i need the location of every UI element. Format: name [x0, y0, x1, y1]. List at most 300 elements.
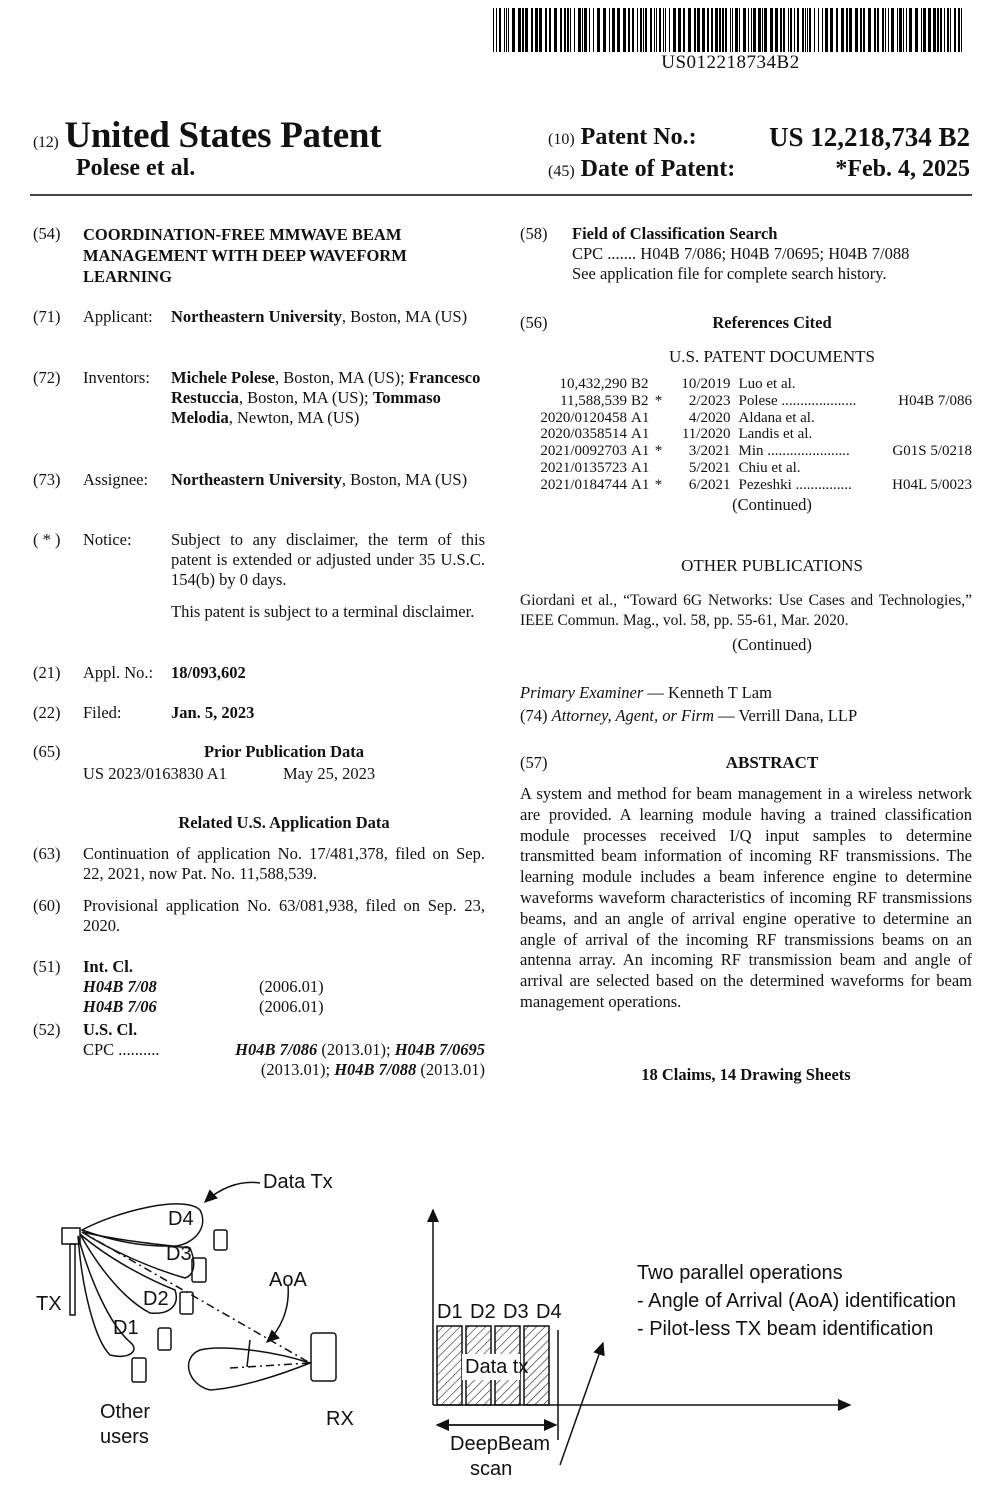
barcode-bar	[673, 8, 676, 52]
barcode-bar	[725, 8, 727, 52]
patent-no-label: Patent No.:	[580, 124, 697, 150]
refs-heading: References Cited	[712, 313, 832, 332]
representative-figure	[0, 1150, 1000, 1500]
ref-date: 10/2019	[681, 376, 731, 392]
barcode-bar	[711, 8, 713, 52]
barcode-bar	[882, 8, 884, 52]
barcode-bar	[694, 8, 696, 52]
barcode-bar	[640, 8, 642, 52]
aoa-line	[82, 1232, 310, 1363]
barcode-bar	[841, 8, 844, 52]
barcode-bar	[928, 8, 931, 52]
refs-section	[520, 313, 972, 515]
code-74: (74)	[520, 706, 548, 725]
reference-row	[524, 460, 972, 477]
ref-class	[878, 410, 972, 427]
barcode-bar	[874, 8, 876, 52]
barcode-bar	[950, 8, 951, 52]
deepbeam-label-1: DeepBeam	[450, 1433, 551, 1455]
attorney-name: — Verrill Dana, LLP	[714, 706, 858, 725]
barcode-bar	[788, 8, 789, 52]
ref-class: H04B 7/086	[898, 392, 972, 409]
barcode-bar	[554, 8, 557, 52]
ref-star: *	[654, 443, 663, 460]
reference-row	[524, 393, 972, 410]
patent-date: *Feb. 4, 2025	[835, 156, 970, 182]
code-54: (54)	[33, 224, 61, 243]
barcode-bar	[846, 8, 848, 52]
barcode-bar	[650, 8, 652, 52]
notice-text: Subject to any disclaimer, the term of this patent is extended or adjusted under 35 U.S.C. 154(b) by 0 days.	[171, 530, 485, 589]
barcode-bar	[493, 8, 494, 52]
code-63: (63)	[33, 844, 61, 863]
barcode-bar	[643, 8, 644, 52]
tx-mast	[70, 1244, 75, 1315]
barcode-bar	[584, 8, 587, 52]
barcode-bar	[836, 8, 838, 52]
attorney-label: Attorney, Agent, or Firm	[551, 706, 715, 725]
prior-pub-number: US 2023/0163830 A1	[83, 764, 227, 783]
terminal-disclaimer: This patent is subject to a terminal disclaimer.	[171, 602, 475, 621]
barcode-bar	[663, 8, 664, 52]
barcode-bar	[589, 8, 590, 52]
barcode-bar	[822, 8, 823, 52]
ref-date: 4/2020	[688, 409, 731, 426]
barcode-bar	[802, 8, 804, 52]
notice-section	[33, 530, 485, 640]
ref-kind: A1	[631, 409, 650, 426]
right-column	[520, 224, 972, 1124]
int-cl-heading: Int. Cl.	[83, 957, 133, 976]
aoa-label: AoA	[269, 1269, 307, 1291]
other-users-label-2: users	[100, 1426, 149, 1448]
examiner-line	[520, 683, 972, 703]
barcode-bar	[628, 8, 630, 52]
inventor-location: , Boston, MA (US);	[275, 368, 409, 387]
ref-name: Min ......................	[738, 443, 850, 460]
aoa-arrow	[267, 1285, 288, 1342]
barcode-bar	[809, 8, 811, 52]
barcode-bar	[906, 8, 907, 52]
angle-arc	[247, 1340, 250, 1367]
barcode-bar	[891, 8, 894, 52]
barcode-bar	[593, 8, 594, 52]
barcode-bar	[656, 8, 657, 52]
filed-label: Filed:	[83, 703, 122, 722]
notice-label: Notice:	[83, 530, 132, 549]
ref-date: 2/2023	[688, 392, 731, 409]
barcode-bar	[915, 8, 918, 52]
barcode-bar	[775, 8, 778, 52]
barcode-bar	[770, 8, 773, 52]
barcode-bar	[764, 8, 767, 52]
other-pubs-section	[520, 556, 972, 655]
inventor-short: Polese et al.	[76, 155, 196, 181]
barcode-bar	[807, 8, 808, 52]
barcode-bar	[632, 8, 634, 52]
barcode-bar	[947, 8, 949, 52]
filed-value: Jan. 5, 2023	[171, 703, 255, 722]
barcode-bar	[868, 8, 871, 52]
barcode-bar	[830, 8, 833, 52]
barcode-bar	[732, 8, 733, 52]
abstract-text: A system and method for beam management in a wireless network are provided. A learning module having a trained classification module processes received I/Q input samples to determine transmitted beam information of incoming RF transmissions. The learning module includes a beam inference engine to determine waveforms waveform characteristics of incoming RF transmissions beams, and an angle of arrival engine operative to determine an angle of arrival of the incoming RF transmissions beams on an antenna array. An incoming RF transmission beam and angle of arrival are selected based on the determined waveforms for beam management operations.	[520, 784, 972, 1011]
barcode-bar	[780, 8, 782, 52]
barcode-bar	[730, 8, 731, 52]
assignee-name: Northeastern University	[171, 470, 342, 489]
code-65: (65)	[33, 742, 61, 761]
abstract-section	[520, 753, 972, 1013]
barcode-bar	[564, 8, 566, 52]
barcode-bar	[805, 8, 806, 52]
barcode-bar	[506, 8, 507, 52]
barcode-bar	[735, 8, 738, 52]
ref-name: Chiu et al.	[738, 459, 801, 476]
barcode-bar	[933, 8, 936, 52]
code-51: (51)	[33, 957, 61, 976]
field-search-heading: Field of Classification Search	[572, 224, 778, 243]
barcode-bar	[609, 8, 610, 52]
barcode-bar	[702, 8, 705, 52]
barcode-bar	[954, 8, 956, 52]
inventor-name: Francesco Restuccia	[171, 368, 481, 407]
refs-continued: (Continued)	[732, 494, 812, 514]
int-cl-section	[33, 957, 485, 1017]
barcode-bar	[697, 8, 700, 52]
code-52: (52)	[33, 1020, 61, 1039]
barcode-bar	[504, 8, 505, 52]
barcode-bar	[688, 8, 691, 52]
slot-label-d1: D1	[437, 1301, 463, 1323]
barcode-bar	[923, 8, 926, 52]
ref-kind: A1	[631, 459, 650, 476]
barcode-bar	[885, 8, 886, 52]
rx-device-icon	[311, 1333, 336, 1381]
code-73: (73)	[33, 470, 61, 489]
int-cl-class: H04B 7/06	[83, 997, 157, 1016]
user-device-icon	[158, 1328, 171, 1350]
ref-star: *	[654, 476, 663, 493]
barcode-bar	[617, 8, 620, 52]
barcode-bar	[903, 8, 904, 52]
barcode-bar	[797, 8, 799, 52]
patent-number-row	[548, 124, 970, 151]
ref-number: 11,588,539	[560, 392, 628, 409]
ref-star	[653, 410, 671, 427]
barcode-bar	[560, 8, 562, 52]
barcode-bar	[753, 8, 756, 52]
continuation-text: Continuation of application No. 17/481,378, filed on Sep. 22, 2021, now Pat. No. 11,588,539.	[83, 844, 485, 883]
beam-label-d3: D3	[166, 1243, 192, 1265]
barcode-bar	[539, 8, 542, 52]
ref-number: 2020/0120458	[540, 409, 628, 426]
code-71: (71)	[33, 307, 61, 326]
ref-date: 5/2021	[688, 459, 731, 476]
barcode-bar	[897, 8, 898, 52]
beam-label-d1: D1	[113, 1317, 139, 1339]
barcode-bar	[888, 8, 889, 52]
appl-no-value: 18/093,602	[171, 663, 246, 682]
barcode-bar	[715, 8, 718, 52]
ops-item-aoa: - Angle of Arrival (AoA) identification	[637, 1290, 957, 1312]
reference-row	[524, 376, 972, 393]
ref-date: 6/2021	[688, 476, 731, 493]
us-cl-section	[33, 1020, 485, 1080]
patent-date-row	[548, 156, 970, 183]
ref-kind: B2	[631, 376, 649, 392]
ref-kind: B2	[631, 392, 649, 409]
barcode-bar	[578, 8, 581, 52]
ref-date: 11/2020	[681, 426, 731, 443]
code-60: (60)	[33, 896, 61, 915]
barcode-bar	[937, 8, 939, 52]
us-cl-heading: U.S. Cl.	[83, 1020, 138, 1039]
barcode-bar	[570, 8, 571, 52]
inventor-location: , Newton, MA (US)	[228, 408, 360, 427]
code-notice: ( * )	[33, 530, 61, 549]
beam-label-d4: D4	[168, 1208, 194, 1230]
inventors-label: Inventors:	[83, 368, 150, 387]
other-users-label-1: Other	[100, 1401, 151, 1423]
date-label: Date of Patent:	[580, 156, 736, 182]
barcode-bar	[654, 8, 655, 52]
barcode-bar	[525, 8, 528, 52]
cpc-version: (2013.01)	[416, 1060, 485, 1079]
barcode-bar	[825, 8, 828, 52]
ref-kind: A1	[631, 443, 650, 460]
ref-star	[653, 376, 671, 393]
inventor-name: Michele Polese	[171, 368, 275, 387]
barcode-bar	[739, 8, 740, 52]
barcode-bar	[545, 8, 547, 52]
barcode-bar	[877, 8, 879, 52]
inventor-name: Tommaso Melodia	[171, 388, 441, 427]
barcode-bar	[743, 8, 746, 52]
cpc-class: H04B 7/088	[334, 1060, 417, 1079]
appl-no-section	[33, 663, 485, 685]
ref-name: Polese ....................	[738, 392, 857, 409]
field-search-section	[520, 224, 972, 284]
barcode-bar	[944, 8, 945, 52]
abstract-heading: ABSTRACT	[725, 753, 819, 772]
cpc-version: (2013.01);	[317, 1040, 395, 1059]
barcode-bar	[814, 8, 815, 52]
barcode-bar	[531, 8, 533, 52]
barcode-bar	[535, 8, 538, 52]
document-type	[33, 114, 381, 157]
barcode-bar	[707, 8, 709, 52]
barcode-bar	[940, 8, 942, 52]
provisional-section	[33, 896, 485, 936]
int-cl-version: (2006.01)	[259, 997, 324, 1016]
barcode-bar	[499, 8, 501, 52]
barcode-bar	[849, 8, 852, 52]
barcode-bar	[790, 8, 792, 52]
tx-label: TX	[36, 1293, 62, 1315]
ops-heading: Two parallel operations	[637, 1262, 843, 1284]
ref-class	[878, 460, 972, 477]
int-cl-version: (2006.01)	[259, 977, 324, 996]
reference-row	[524, 443, 972, 460]
tx-antenna-icon	[62, 1228, 80, 1244]
provisional-text: Provisional application No. 63/081,938, filed on Sep. 23, 2020.	[83, 896, 485, 935]
doc-type-text: United States Patent	[64, 115, 382, 156]
barcode-bar	[574, 8, 575, 52]
assignee-label: Assignee:	[83, 470, 149, 489]
examiner-name: — Kenneth T Lam	[643, 683, 772, 702]
inventors-list	[171, 368, 485, 428]
barcode-bar	[961, 8, 962, 52]
continuation-section	[33, 844, 485, 884]
appl-no-label: Appl. No.:	[83, 663, 154, 682]
beam-label-d2: D2	[143, 1288, 169, 1310]
ref-number: 2021/0184744	[540, 476, 628, 493]
field-search-cpc: CPC ....... H04B 7/086; H04B 7/0695; H04B 7/088	[572, 244, 910, 263]
barcode-bar	[719, 8, 721, 52]
barcode-bar	[637, 8, 638, 52]
ref-kind: A1	[631, 476, 650, 493]
patent-number: US 12,218,734 B2	[768, 122, 970, 152]
code-56: (56)	[520, 313, 548, 332]
barcode-bar	[669, 8, 670, 52]
us-patent-docs-heading: U.S. PATENT DOCUMENTS	[669, 347, 875, 366]
rx-beam	[189, 1348, 310, 1390]
int-cl-class: H04B 7/08	[83, 977, 157, 996]
reference-row	[524, 410, 972, 427]
us-cl-cpc-line2	[33, 1060, 485, 1080]
ref-class: H04L 5/0023	[892, 476, 972, 493]
data-tx-arrow	[205, 1182, 260, 1202]
user-device-icon	[214, 1230, 227, 1250]
ref-date: 3/2021	[688, 443, 731, 460]
int-cl-item	[83, 977, 485, 997]
barcode-bar	[522, 8, 524, 52]
ref-number: 2021/0092703	[540, 443, 628, 460]
barcode-bar	[623, 8, 626, 52]
reference-row	[524, 477, 972, 494]
field-search-note: See application file for complete search history.	[572, 264, 887, 283]
data-tx-label: Data Tx	[263, 1171, 333, 1193]
ref-class	[878, 426, 972, 443]
ops-item-pilotless: - Pilot-less TX beam identification	[637, 1318, 934, 1340]
deepbeam-label-2: scan	[470, 1458, 513, 1480]
barcode-bar	[899, 8, 902, 52]
ref-number: 2020/0358514	[540, 426, 628, 443]
barcode-bar	[758, 8, 761, 52]
ref-name: Aldana et al.	[738, 409, 815, 426]
reference-row	[524, 426, 972, 443]
ref-number: 10,432,290	[559, 376, 628, 392]
ref-name: Luo et al.	[738, 376, 796, 392]
applicant-location: , Boston, MA (US)	[341, 307, 468, 326]
ref-kind: A1	[631, 426, 650, 443]
slot-label-d2: D2	[470, 1301, 496, 1323]
barcode-bar	[748, 8, 749, 52]
slot-d1	[437, 1326, 462, 1405]
other-pubs-heading: OTHER PUBLICATIONS	[681, 556, 863, 575]
barcode-bar	[683, 8, 685, 52]
prior-pub-section	[33, 742, 485, 792]
barcode-bar	[512, 8, 515, 52]
ref-name: Landis et al.	[738, 426, 813, 443]
cpc-class: H04B 7/086	[235, 1040, 318, 1059]
barcode-bar	[508, 8, 509, 52]
ref-class	[878, 376, 972, 393]
ref-star	[653, 460, 671, 477]
barcode	[493, 8, 968, 52]
barcode-bar	[518, 8, 521, 52]
barcode-bar	[921, 8, 922, 52]
refs-table	[524, 376, 972, 494]
applicant-name: Northeastern University	[171, 307, 342, 326]
user-device-icon	[132, 1358, 146, 1382]
other-pub-citation: Giordani et al., “Toward 6G Networks: Use Cases and Technologies,” IEEE Commun. Mag., vol. 58, pp. 55-61, Mar. 2020.	[520, 592, 972, 629]
code-57: (57)	[520, 753, 548, 772]
barcode-bar	[603, 8, 606, 52]
barcode-bar	[762, 8, 763, 52]
code-58: (58)	[520, 224, 548, 243]
ref-name: Pezeshki ...............	[738, 476, 852, 493]
title-section	[33, 224, 485, 287]
slot-label-d3: D3	[503, 1301, 529, 1323]
header-rule	[30, 194, 972, 196]
applicant-section	[33, 307, 485, 349]
code-72: (72)	[33, 368, 61, 387]
barcode-bar	[665, 8, 666, 52]
cpc-label: CPC ..........	[83, 1040, 160, 1059]
barcode-bar	[863, 8, 865, 52]
filed-section	[33, 703, 485, 725]
assignee-location: , Boston, MA (US)	[341, 470, 468, 489]
inventors-section	[33, 368, 485, 450]
invention-title: COORDINATION-FREE MMWAVE BEAM MANAGEMENT WITH DEEP WAVEFORM LEARNING	[83, 225, 407, 286]
barcode-bar	[855, 8, 858, 52]
barcode-bar	[751, 8, 752, 52]
barcode-bar	[567, 8, 569, 52]
barcode-bar	[794, 8, 795, 52]
claims-summary: 18 Claims, 14 Drawing Sheets	[641, 1065, 851, 1084]
rx-label: RX	[326, 1408, 354, 1430]
code-21: (21)	[33, 663, 61, 682]
prior-pub-heading: Prior Publication Data	[203, 742, 365, 761]
barcode-bar	[958, 8, 960, 52]
barcode-bar	[909, 8, 912, 52]
barcode-bar	[582, 8, 583, 52]
ref-class: G01S 5/0218	[892, 443, 972, 460]
barcode-bar	[549, 8, 551, 52]
barcode-bar	[783, 8, 785, 52]
barcode-bar	[818, 8, 819, 52]
related-heading: Related U.S. Application Data	[178, 813, 390, 832]
attorney-line	[520, 706, 972, 726]
ops-pointer-arrow	[560, 1343, 603, 1465]
data-tx-box-label: Data tx	[465, 1356, 529, 1378]
barcode-bar	[612, 8, 615, 52]
barcode-bar	[860, 8, 862, 52]
code-12: (12)	[33, 134, 59, 151]
code-22: (22)	[33, 703, 61, 722]
us-cl-cpc-line	[83, 1040, 485, 1060]
assignee-section	[33, 470, 485, 512]
barcode-bar	[659, 8, 661, 52]
other-pubs-continued: (Continued)	[732, 635, 812, 654]
barcode-number: US012218734B2	[661, 52, 800, 73]
code-10: (10)	[548, 131, 575, 148]
int-cl-item	[83, 997, 485, 1017]
examiner-label: Primary Examiner	[520, 683, 644, 702]
ref-star	[653, 426, 671, 443]
ref-star: *	[654, 392, 663, 409]
